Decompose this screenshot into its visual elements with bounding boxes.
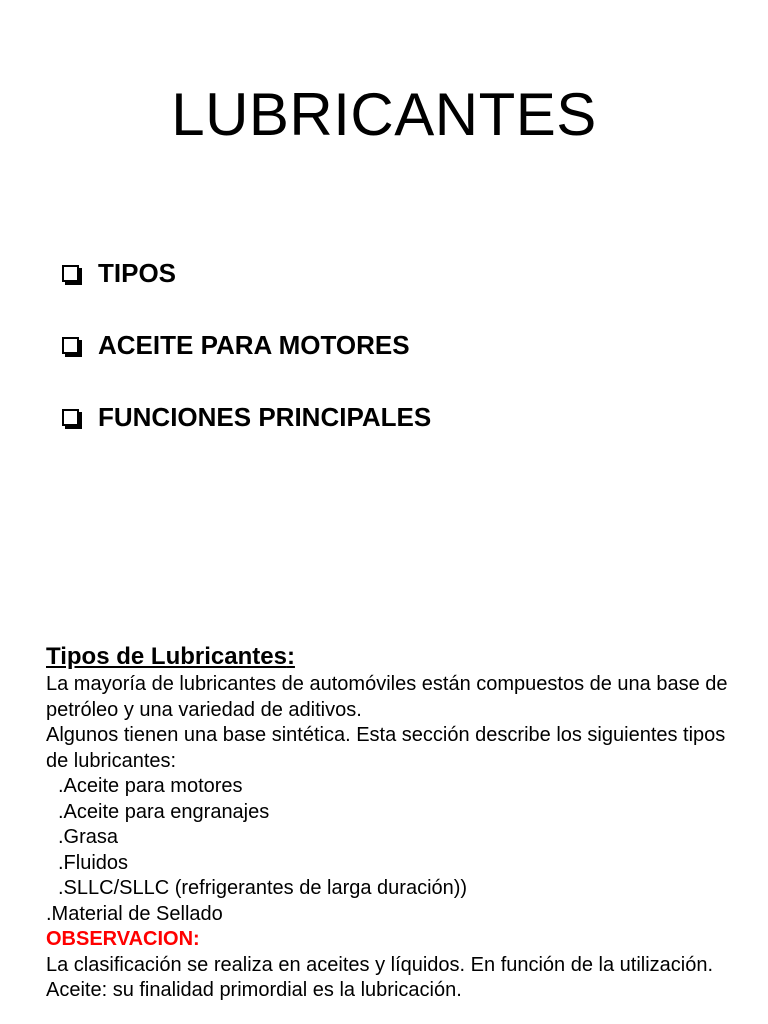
checkbox-bullet-icon — [62, 337, 79, 354]
list-item: .SLLC/SLLC (refrigerantes de larga duración)) — [58, 877, 468, 899]
topic-item-aceite — [62, 327, 431, 363]
checkbox-bullet-icon — [62, 265, 79, 282]
intro-paragraph: La mayoría de lubricantes de automóviles están compuestos de una base de petróleo y una variedad de aditivos. — [46, 673, 728, 721]
topic-list — [62, 255, 431, 471]
topic-label: FUNCIONES PRINCIPALES — [98, 401, 432, 432]
aceite-paragraph: Aceite: su finalidad primordial es la lubricación. — [46, 979, 462, 1001]
topic-label: ACEITE PARA MOTORES — [98, 329, 410, 360]
list-item: .Aceite para engranajes — [58, 800, 270, 823]
types-paragraph: Algunos tienen una base sintética. Esta sección describe los siguientes tipos de lubricantes: — [46, 724, 726, 772]
list-item: .Aceite para motores — [58, 775, 243, 797]
tipos-section — [46, 642, 746, 1004]
list-item: .Fluidos — [58, 851, 129, 874]
list-item: .Material de Sellado — [46, 902, 223, 925]
page-title: LUBRICANTES — [171, 81, 597, 148]
topic-label: TIPOS — [98, 257, 177, 288]
topic-item-funciones — [62, 399, 431, 435]
topic-item-tipos — [62, 255, 431, 291]
observacion-label: OBSERVACION: — [46, 928, 200, 950]
section-heading: Tipos de Lubricantes: — [46, 643, 295, 670]
list-item: .Grasa — [58, 826, 119, 848]
note-paragraph: La clasificación se realiza en aceites y líquidos. En función de la utilización. — [46, 953, 714, 976]
checkbox-bullet-icon — [62, 409, 79, 426]
